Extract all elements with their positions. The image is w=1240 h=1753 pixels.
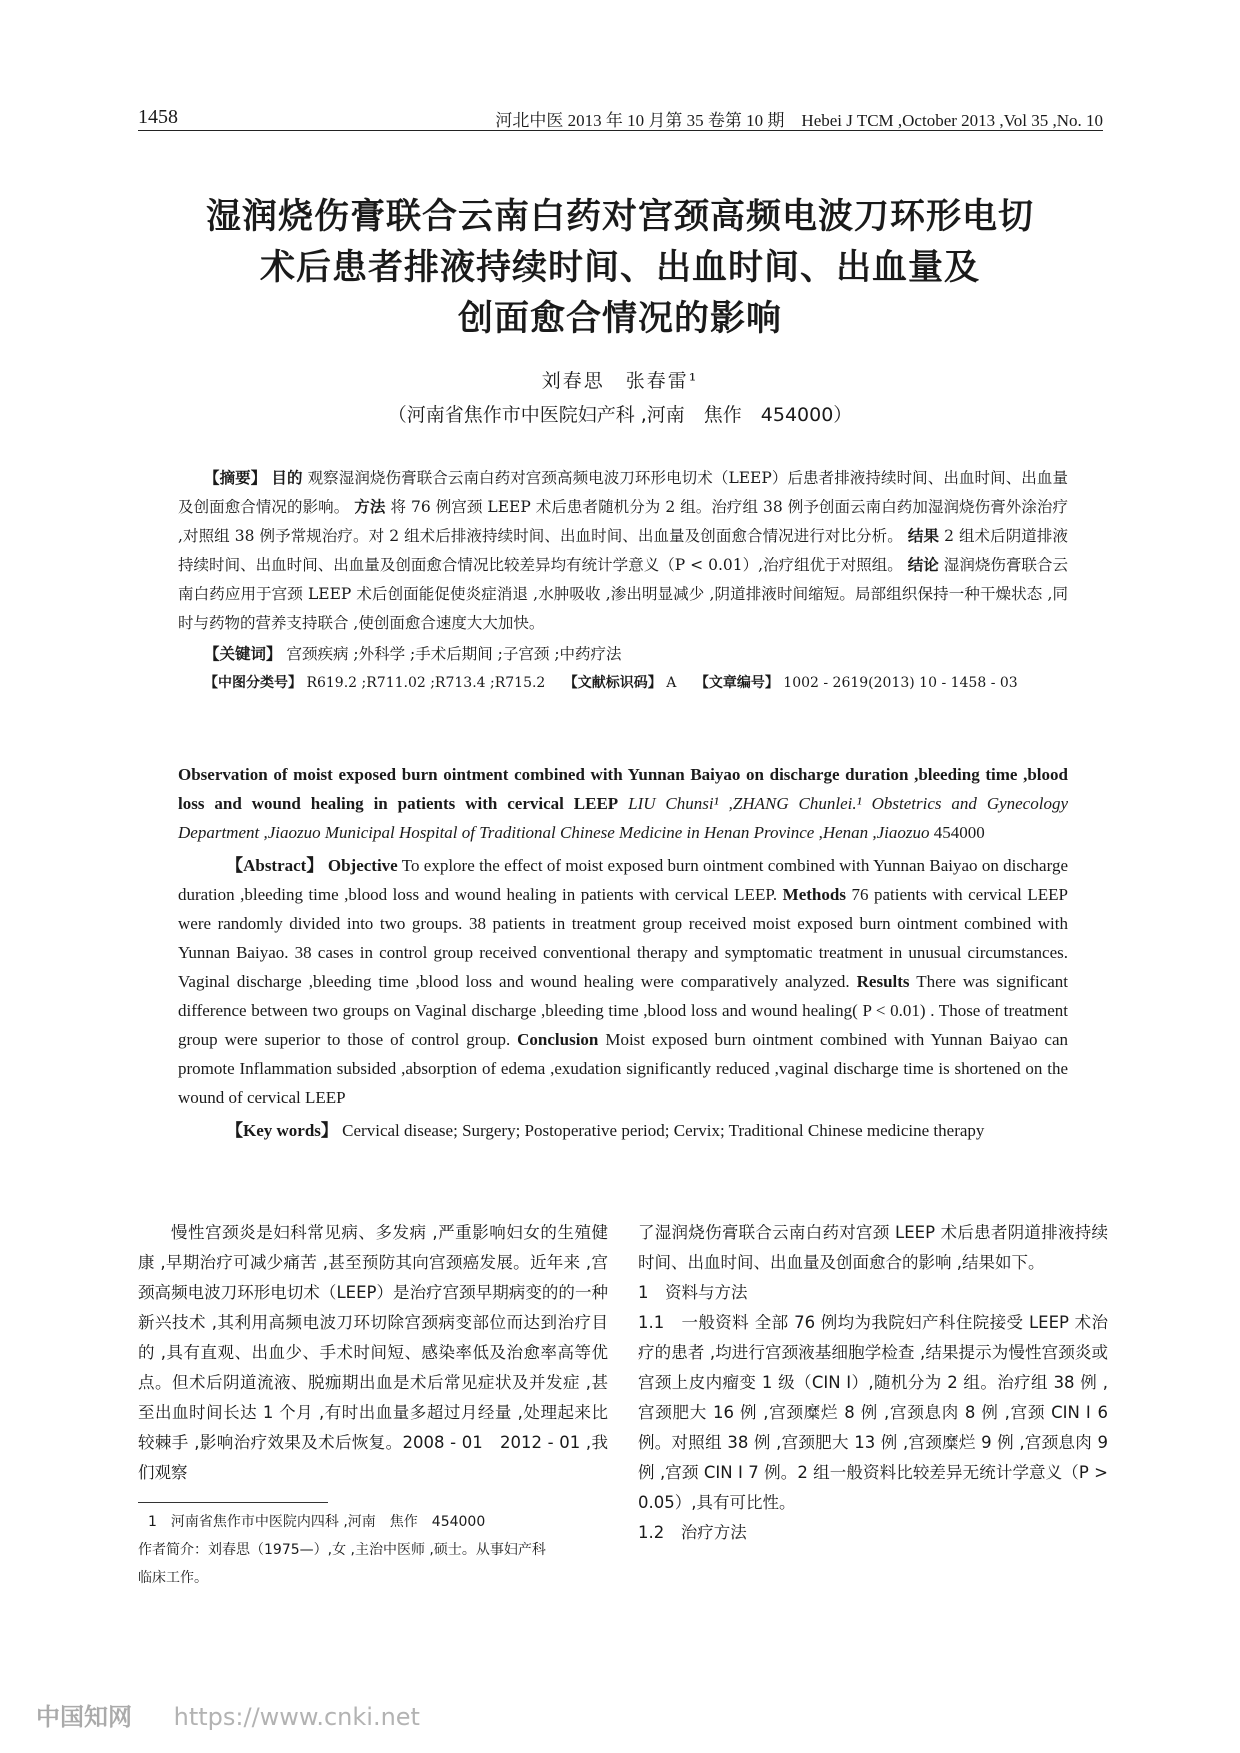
- footnote-rule: [138, 1502, 328, 1503]
- objective-text: 观察湿润烧伤膏联合云南白药对宫颈高频电波刀环形电切术（LEEP）后患者排液持续时间、出血时间、出血量及创面愈合情况的影响。: [178, 469, 1068, 516]
- english-title: Observation of moist exposed burn ointment combined with Yunnan Baiyao on discharge duration ,bleeding time ,blood loss and wound healing in patients with cervical LEEP: [178, 765, 1068, 813]
- body-paragraph-continued: 了湿润烧伤膏联合云南白药对宫颈 LEEP 术后患者阴道排液持续时间、出血时间、出血量及创面愈合的影响 ,结果如下。: [638, 1223, 1108, 1272]
- keywords-label: 【关键词】: [204, 645, 282, 663]
- clc-label: 【中图分类号】: [204, 675, 302, 691]
- footnote: [138, 1508, 608, 1592]
- authors: 刘春思 张春雷¹: [541, 370, 699, 392]
- en-keywords-label: 【Key words】: [226, 1121, 338, 1140]
- en-conclusion-label: Conclusion: [517, 1030, 599, 1049]
- title-line-2: 术后患者排液持续时间、出血时间、出血量及: [259, 248, 980, 288]
- section-1-1-text: 全部 76 例均为我院妇产科住院接受 LEEP 术治疗的患者 ,均进行宫颈液基细胞学检查 ,结果提示为慢性宫颈炎或宫颈上皮内瘤变 1 级（CIN Ⅰ）,随机分为 2 组。治疗组 38 例 ,宫颈肥大 16 例 ,宫颈糜烂 8 例 ,宫颈息肉 8 例 ,宫颈 CIN Ⅰ 6 例。对照组 38 例 ,宫颈肥大 13 例 ,宫颈糜烂 9 例 ,宫颈息肉 9 例 ,宫颈 CIN Ⅰ 7 例。2 组一般资料比较差异无统计学意义（P > 0.05）,具有可比性。: [638, 1313, 1109, 1512]
- article-no-label: 【文章编号】: [694, 675, 779, 691]
- conclusion-text: 湿润烧伤膏联合云南白药应用于宫颈 LEEP 术后创面能促使炎症消退 ,水肿吸收 ,渗出明显减少 ,阴道排液时间缩短。局部组织保持一种干燥状态 ,同时与药物的营养支持联合 ,使创面愈合速度大大加快。: [178, 556, 1068, 632]
- chinese-abstract: [178, 464, 1068, 698]
- en-methods-text: 76 patients with cervical LEEP were randomly divided into two groups. 38 patients in treatment group received moist exposed burn ointment combined with Yunnan Baiyao. 38 cases in control group received conventional therapy and symptomatic treatment in unusual circumstances. Vaginal discharge ,bleeding time ,blood loss and wound healing were comparatively analyzed.: [178, 885, 1069, 991]
- section-heading-1-2: 1.2 治疗方法: [638, 1523, 747, 1542]
- en-keywords-text: Cervical disease; Surgery; Postoperative period; Cervix; Traditional Chinese medicine therapy: [342, 1121, 985, 1140]
- doc-code-text: A: [666, 675, 677, 691]
- clc-text: R619.2 ;R711.02 ;R713.4 ;R715.2: [306, 675, 546, 691]
- english-zip: 454000: [933, 823, 985, 842]
- en-abstract-label: 【Abstract】: [226, 856, 324, 875]
- objective-label: 目的: [271, 469, 303, 487]
- cnki-watermark: [36, 1697, 420, 1732]
- cnki-url: https://www.cnki.net: [173, 1703, 420, 1731]
- article-title: [150, 192, 1090, 345]
- results-text: 2 组术后阴道排液持续时间、出血时间、出血量及创面愈合情况比较差异均有统计学意义（P < 0.01）,治疗组优于对照组。: [178, 527, 1068, 574]
- english-keywords: [178, 1116, 1068, 1145]
- body-paragraph: 慢性宫颈炎是妇科常见病、多发病 ,严重影响妇女的生殖健康 ,早期治疗可减少痛苦 ,甚至预防其向宫颈癌发展。近年来 ,宫颈高频电波刀环形电切术（LEEP）是治疗宫颈早期病变的的一种新兴技术 ,其利用高频电波刀环切除宫颈病变部位而达到治疗目的 ,具有直观、出血少、手术时间短、感染率低及治愈率高等优点。但术后阴道流液、脱痂期出血是术后常见症状及并发症 ,甚至出血时间长达 1 个月 ,有时出血量多超过月经量 ,处理起来比较棘手 ,影响治疗效果及术后恢复。2008 - 01 2012 - 01 ,我们观察: [138, 1223, 608, 1482]
- footnote-affiliation: 1 河南省焦作市中医院内四科 ,河南 焦作 454000: [148, 1514, 486, 1530]
- article-no-text: 1002 - 2619(2013) 10 - 1458 - 03: [783, 675, 1018, 691]
- en-results-label: Results: [856, 972, 910, 991]
- page-number: 1458: [138, 106, 178, 128]
- doc-code-label: 【文献标识码】: [563, 675, 662, 691]
- keywords-text: 宫颈疾病 ;外科学 ;手术后期间 ;子宫颈 ;中药疗法: [286, 645, 622, 663]
- footnote-author-bio: 作者简介：刘春思（1975—）,女 ,主治中医师 ,硕士。从事妇产科: [138, 1542, 546, 1558]
- body-right-column: [638, 1218, 1108, 1548]
- results-label: 结果: [907, 527, 940, 545]
- title-line-3: 创面愈合情况的影响: [457, 299, 782, 339]
- abstract-paragraph: [178, 464, 1068, 638]
- affiliation: （河南省焦作市中医院妇产科 ,河南 焦作 454000）: [387, 404, 853, 426]
- english-abstract-paragraph: [178, 851, 1068, 1112]
- english-abstract: [178, 760, 1068, 1145]
- title-line-1: 湿润烧伤膏联合云南白药对宫颈高频电波刀环形电切: [205, 197, 1034, 237]
- running-header: [138, 96, 1103, 131]
- english-title-block: [178, 760, 1068, 847]
- abstract-label: 【摘要】: [204, 469, 267, 487]
- en-objective-label: Objective: [327, 856, 398, 875]
- section-heading-1: 1 资料与方法: [638, 1283, 748, 1302]
- footnote-author-bio-cont: 临床工作。: [138, 1570, 208, 1586]
- conclusion-label: 结论: [907, 556, 939, 574]
- methods-text: 将 76 例宫颈 LEEP 术后患者随机分为 2 组。治疗组 38 例予创面云南白药加湿润烧伤膏外涂治疗 ,对照组 38 例予常规治疗。对 2 组术后排液持续时间、出血时间、出血量及创面愈合情况进行对比分析。: [178, 498, 1068, 545]
- body-left-column: [138, 1218, 608, 1488]
- en-conclusion-text: Moist exposed burn ointment combined with Yunnan Baiyao can promote Inflammation subsided ,absorption of edema ,exudation significantly reduced ,vaginal discharge time is shortened on the wound of cervical LEEP: [178, 1030, 1069, 1107]
- classification-line: [178, 669, 1068, 698]
- section-heading-1-1: 1.1 一般资料: [638, 1313, 750, 1332]
- cnki-logo: 中国知网: [36, 1703, 132, 1731]
- en-objective-text: To explore the effect of moist exposed burn ointment combined with Yunnan Baiyao on discharge duration ,bleeding time ,blood loss and wound healing in patients with cervical LEEP.: [178, 856, 1069, 904]
- en-results-text: There was significant difference between two groups on Vaginal discharge ,bleeding time ,blood loss and wound healing( P < 0.01) . Those of treatment group were superior to those of control group.: [178, 972, 1069, 1049]
- journal-citation: 河北中医 2013 年 10 月第 35 卷第 10 期 Hebei J TCM ,October 2013 ,Vol 35 ,No. 10: [495, 111, 1103, 130]
- en-methods-label: Methods: [782, 885, 846, 904]
- methods-label: 方法: [354, 498, 386, 516]
- keywords-line: [178, 640, 1068, 669]
- section-1-1: [638, 1308, 1108, 1518]
- english-authors-affiliation: LIU Chunsi¹ ,ZHANG Chunlei.¹ Obstetrics and Gynecology Department ,Jiaozuo Municipal Hospital of Traditional Chinese Medicine in Henan Province ,Henan ,Jiaozuo: [178, 794, 1069, 842]
